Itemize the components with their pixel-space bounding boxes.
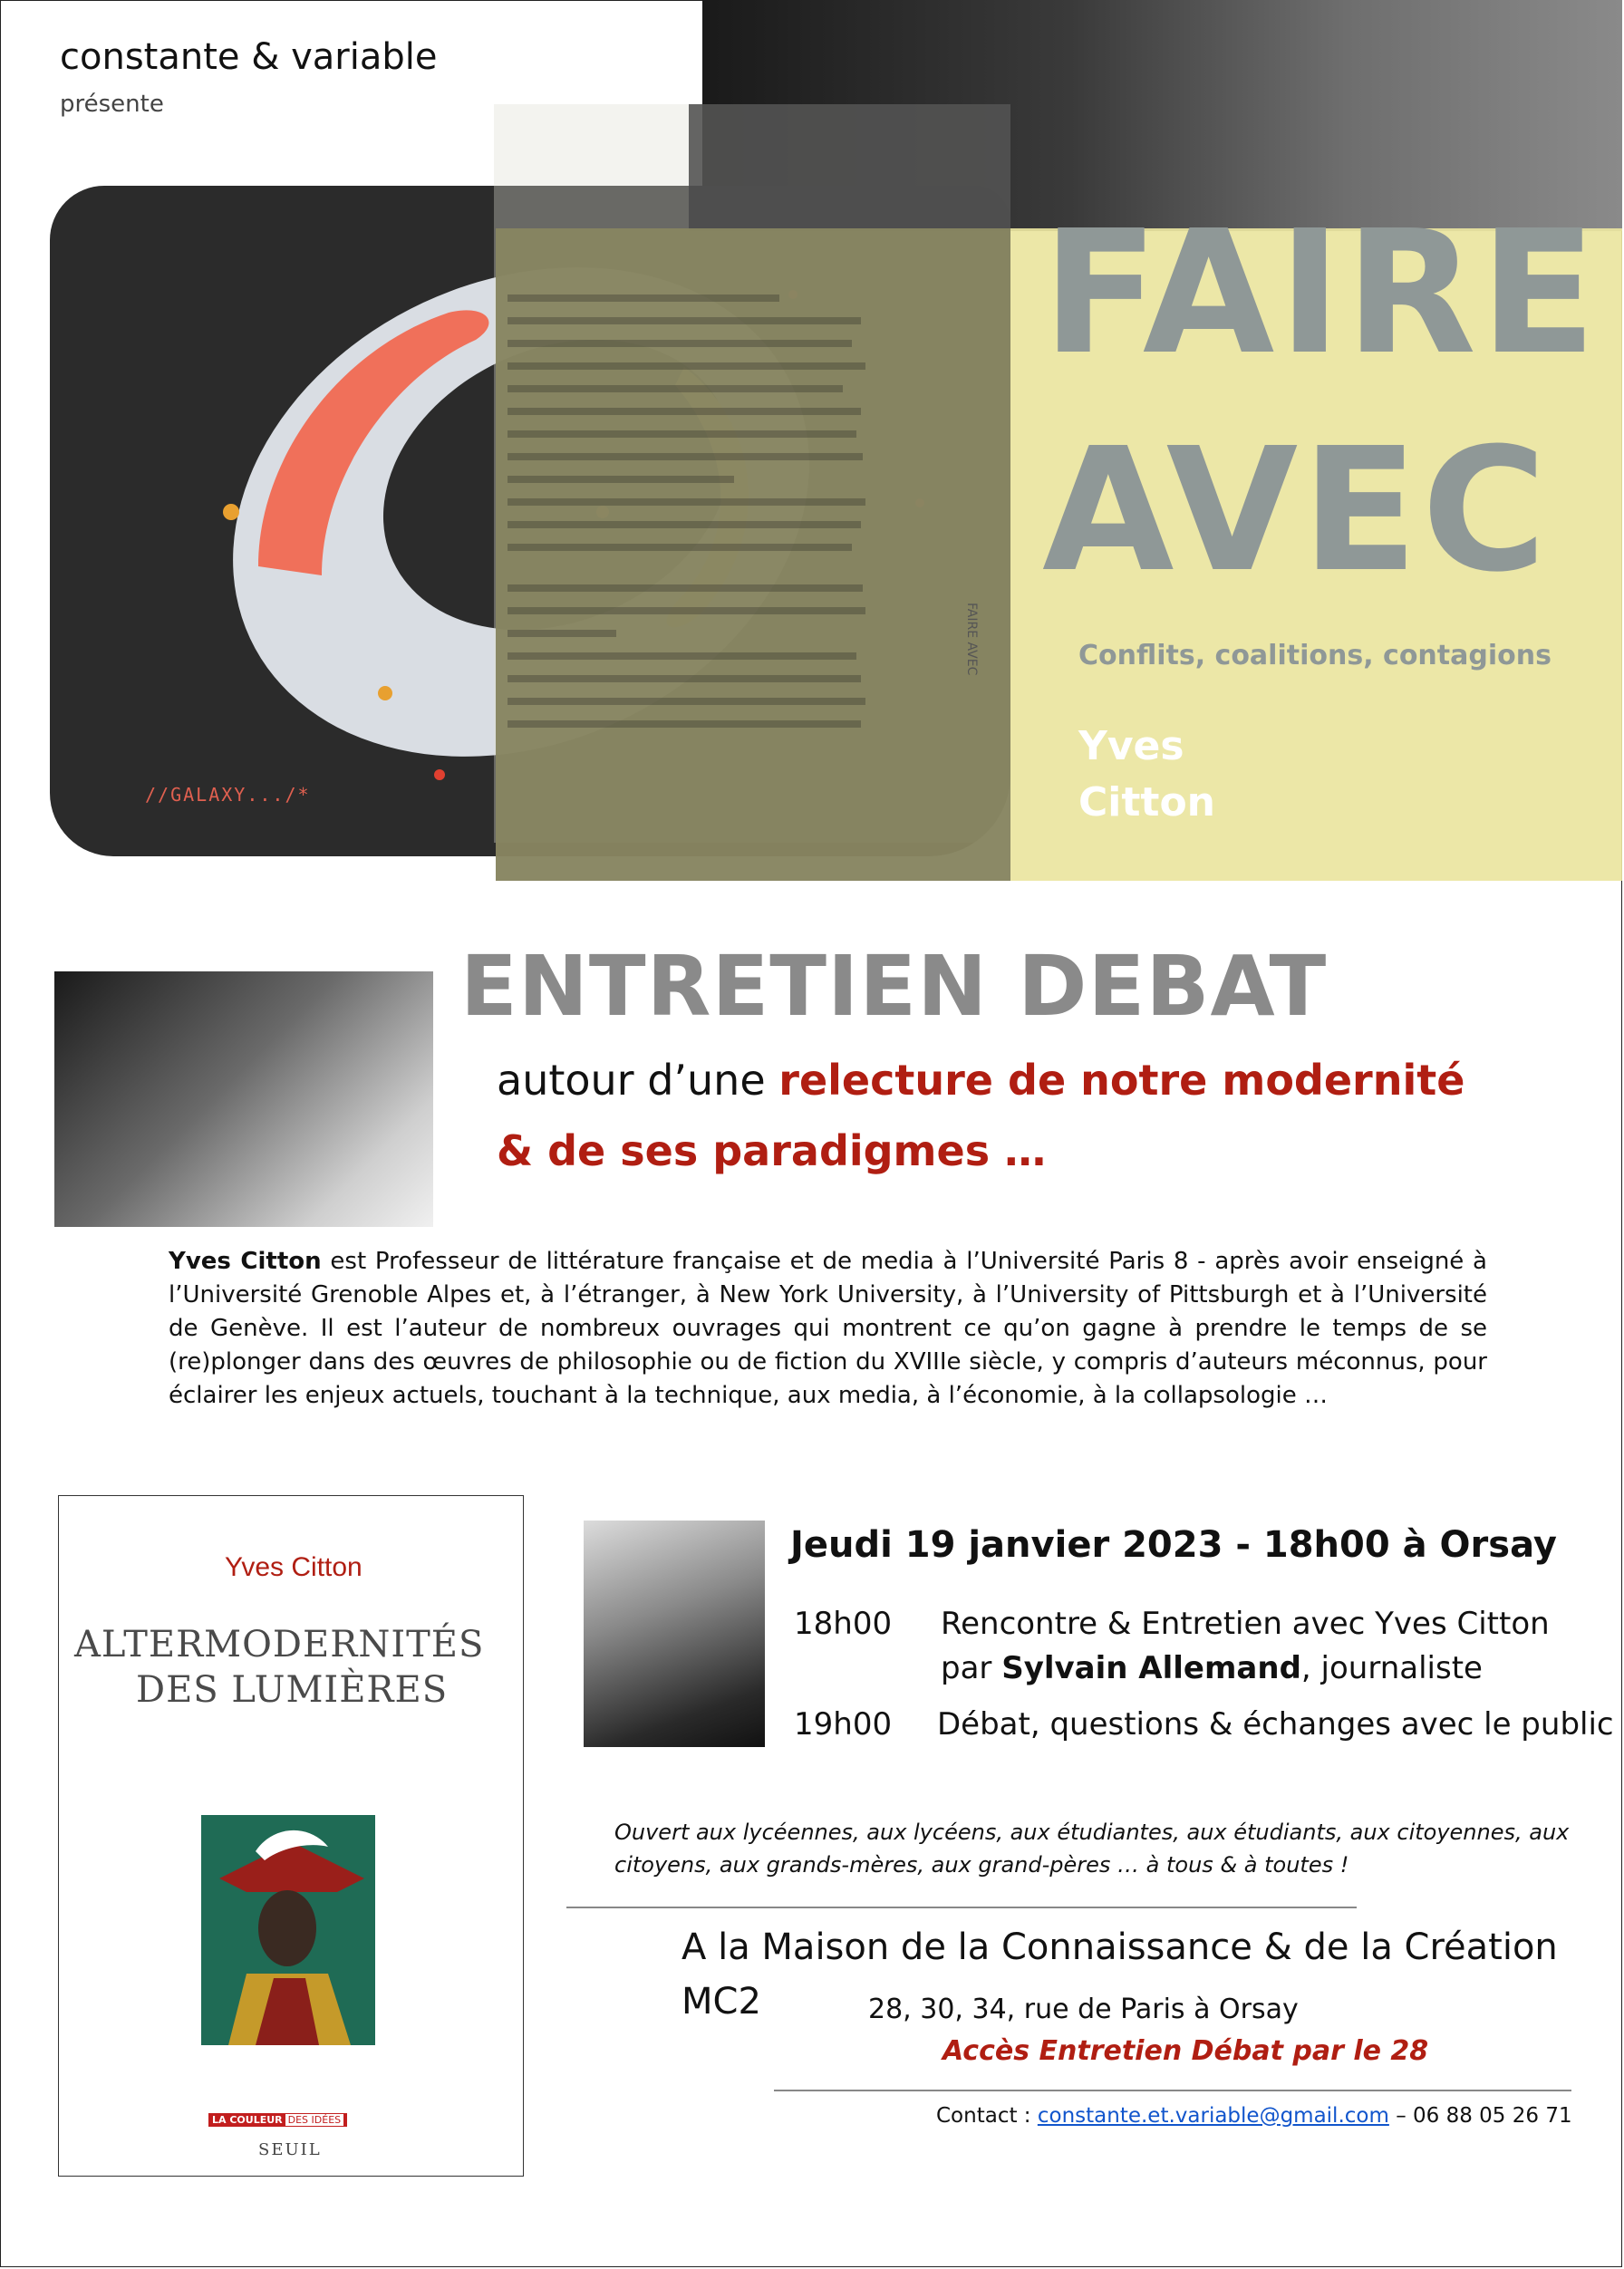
subtitle-prefix: autour d’une <box>497 1056 779 1105</box>
contact-email-link[interactable]: constante.et.variable@gmail.com <box>1037 2104 1389 2128</box>
event-subtitle-line1 <box>497 1056 1464 1105</box>
galaxy-dot <box>434 769 445 780</box>
book-title-line1: FAIRE <box>1042 194 1600 392</box>
event-date: Jeudi 19 janvier 2023 - 18h00 à Orsay <box>790 1524 1557 1566</box>
contact-line <box>936 2104 1572 2128</box>
author-portrait <box>54 971 433 1227</box>
book-author-first: Yves <box>1078 723 1184 769</box>
host-name: Sylvain Allemand <box>1001 1650 1301 1686</box>
book-author-last: Citton <box>1078 779 1215 826</box>
text-lines-decoration <box>508 285 870 793</box>
book2-author: Yves Citton <box>225 1552 362 1582</box>
divider <box>566 1907 1357 1908</box>
schedule-time-1: 18h00 <box>794 1606 893 1642</box>
author-bio <box>169 1245 1487 1413</box>
portrait-illustration <box>201 1815 375 2045</box>
collection-suffix: DES IDÉES <box>285 2114 344 2126</box>
host-role: , journaliste <box>1300 1650 1483 1686</box>
audience-note: Ouvert aux lycéennes, aux lycéens, aux étudiantes, aux étudiants, aux citoyennes, aux citoyens, aux grands-mères, aux grand-pères … à tous & à toutes ! <box>614 1820 1570 1878</box>
host-prefix: par <box>941 1650 1002 1686</box>
book2-title-line2: DES LUMIÈRES <box>136 1669 449 1711</box>
organizer-name: constante & variable <box>60 36 438 78</box>
contact-label: Contact : <box>936 2104 1038 2128</box>
collection-name: LA COULEUR <box>212 2114 283 2126</box>
event-subtitle-line2: & de ses paradigmes … <box>497 1126 1047 1175</box>
face <box>258 1890 316 1966</box>
book2-illustration <box>201 1815 375 2045</box>
contact-phone: 06 88 05 26 71 <box>1413 2104 1572 2128</box>
book-subtitle: Conflits, coalitions, contagions <box>1078 640 1552 671</box>
moderator-portrait <box>584 1521 765 1747</box>
subtitle-highlight: relecture de notre modernité <box>778 1056 1465 1105</box>
venue-address: 28, 30, 34, rue de Paris à Orsay <box>868 1994 1299 2025</box>
galaxy-dot <box>378 686 392 700</box>
hat <box>219 1842 364 1892</box>
book2-publisher: SEUIL <box>258 2140 322 2159</box>
schedule-activity-1: Rencontre & Entretien avec Yves Citton <box>941 1606 1550 1642</box>
contact-separator: – <box>1388 2104 1414 2128</box>
schedule-activity-1-host <box>941 1650 1483 1686</box>
decorative-text-texture <box>508 285 870 800</box>
venue-acronym: MC2 <box>682 1981 761 2023</box>
venue-access: Accès Entretien Débat par le 28 <box>942 2035 1429 2067</box>
venue-name: A la Maison de la Connaissance & de la Création <box>682 1926 1558 1968</box>
book2-title-line1: ALTERMODERNITÉS <box>74 1624 485 1666</box>
book-spine-text: FAIRE AVEC <box>964 603 979 676</box>
galaxy-tag: //GALAXY.../* <box>145 784 311 806</box>
presents-label: présente <box>60 91 164 118</box>
book2-collection <box>208 2113 347 2127</box>
gray-band <box>689 104 1010 231</box>
schedule-activity-2: Débat, questions & échanges avec le public <box>937 1706 1614 1743</box>
event-title: ENTRETIEN DEBAT <box>460 938 1328 1035</box>
divider <box>774 2090 1571 2091</box>
galaxy-dot <box>223 504 239 520</box>
schedule-time-2: 19h00 <box>794 1706 893 1743</box>
bio-name: Yves Citton <box>169 1248 322 1275</box>
book-title-line2: AVEC <box>1042 411 1551 610</box>
bio-text: est Professeur de littérature française et de media à l’Université Paris 8 - après avoir enseigné à l’Université Grenoble Alpes et, à l’étranger, à New York University, à l’University of Pittsburgh et à l’Université de Genève. Il est l’auteur de nombreux ouvrages qui montrent ce qu’on gagne à prendre le temps de se (re)plonger dans des œuvres de philosophie ou de fiction du XVIIIe siècle, y compris d’auteurs méconnus, pour éclairer les enjeux actuels, touchant à la technique, aux media, à l’économie, à la collapsologie … <box>169 1248 1487 1409</box>
